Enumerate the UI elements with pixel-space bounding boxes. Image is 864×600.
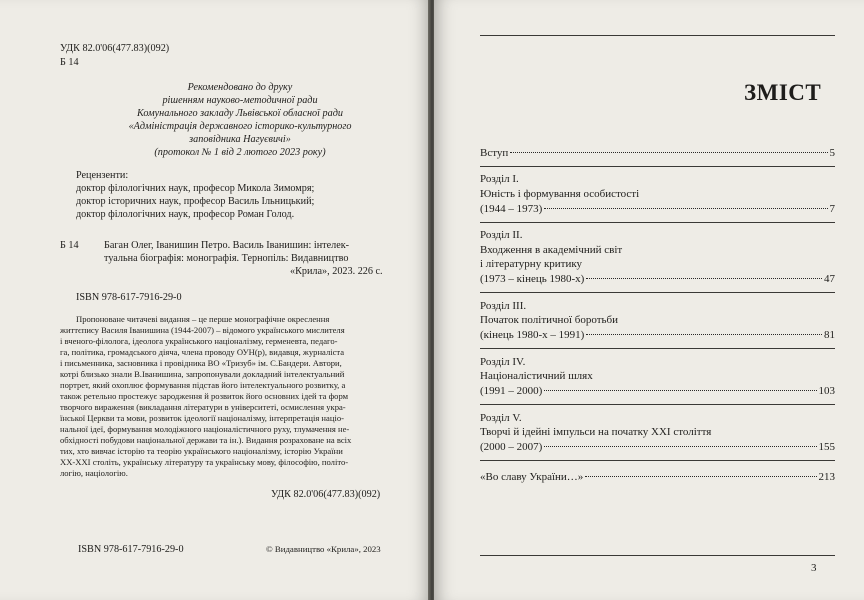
- abstract-line: і письменника, засновника і провідника ВО «Тризуб» ім. С.Бандери. Автори,: [60, 358, 342, 368]
- abstract-line: га, політика, громадського діяча, члена проводу ОУН(р), видавця, журналіста: [60, 347, 345, 357]
- abstract-line: Пропоноване читачеві видання – це перше монографічне окреслення: [76, 314, 330, 324]
- abstract-line: життєпису Василя Іванишина (1944-2007) – відомого українського мислителя: [60, 325, 345, 335]
- reviewers-title: Рецензенти:: [76, 170, 129, 181]
- toc-section-title: Входження в академічний світ: [480, 244, 623, 256]
- recommendation-line: рішенням науково-методичної ради: [162, 95, 318, 106]
- reviewer: доктор філологічних наук, професор Роман Голод.: [76, 209, 295, 220]
- toc-page: 81: [824, 329, 835, 341]
- toc-page: 103: [818, 385, 835, 397]
- right-page: [434, 0, 864, 600]
- recommendation-line: заповідника Нагуєвичі»: [189, 134, 291, 145]
- abstract-line: також ретельно простежує зародження й розвиток його основних ідей та форм: [60, 391, 349, 401]
- toc-section-title: Творчі й ідейні імпульси на початку ХХІ століття: [480, 426, 712, 438]
- abstract-line: нальної ідеї, формування молодіжного націоналістичного руху, тлумачення не-: [60, 424, 350, 434]
- toc-page: 5: [829, 147, 835, 159]
- reviewer: доктор історичних наук, професор Василь Ільницький;: [76, 196, 315, 207]
- abstract-line: портрет, який охоплює формування підстав його інтелектуального розвитку, а: [60, 380, 346, 390]
- isbn-bottom: ISBN 978-617-7916-29-0: [78, 544, 184, 555]
- toc-divider: [480, 292, 835, 293]
- recommendation-line: (протокол № 1 від 2 лютого 2023 року): [154, 147, 326, 158]
- bib-line: «Крила», 2023. 226 с.: [290, 266, 383, 277]
- copyright: © Видавництво «Крила», 2023: [266, 544, 381, 554]
- udk-bottom: УДК 82.0'06(477.83)(092): [271, 489, 381, 500]
- toc-divider: [480, 348, 835, 349]
- toc-title: ЗМІСТ: [744, 80, 822, 105]
- top-rule: [480, 35, 835, 36]
- abstract-line: котрі близько знали В.Іванишина, запропонували докладний інтелектуальний: [60, 369, 345, 379]
- bib-line: туальна біографія: монографія. Тернопіль: Видавництво: [104, 253, 349, 264]
- toc-section-title: Націоналістичний шлях: [480, 370, 593, 382]
- abstract-line: і вченого-філолога, ідеолога українського націоналізму, герменевта, педаго-: [60, 336, 338, 346]
- toc-section-label: Розділ I.: [480, 173, 519, 185]
- toc-page: 47: [824, 273, 835, 285]
- toc-section-label: Розділ V.: [480, 412, 522, 424]
- udk-code: УДК 82.0'06(477.83)(092): [60, 43, 170, 54]
- toc-entry-chapter-3[interactable]: (кінець 1980-х – 1991) 81: [480, 329, 835, 341]
- toc-entry-epilogue[interactable]: «Во славу України…» 213: [480, 471, 835, 483]
- abstract-line: їнської Церкви та мови, розвиток ідеології націоналізму, інтерпретація націо-: [60, 413, 344, 423]
- abstract-line: логію, націологію.: [60, 468, 128, 478]
- toc-section-label: Розділ III.: [480, 300, 527, 312]
- bottom-rule: [480, 555, 835, 556]
- page-number: 3: [811, 562, 817, 574]
- toc-page: 155: [818, 441, 835, 453]
- toc-section-title: Юність і формування особистості: [480, 188, 640, 200]
- reviewer: доктор філологічних наук, професор Микола Зимомря;: [76, 183, 315, 194]
- toc-divider: [480, 222, 835, 223]
- toc-divider: [480, 460, 835, 461]
- bib-line: Баган Олег, Іванишин Петро. Василь Іванишин: інтелек-: [104, 240, 350, 251]
- abstract-line: тих, хто вивчає історію та теорію українського націоналізму, історію України: [60, 446, 343, 456]
- abstract-line: творчого вираження (викладання літератури в університеті, осмислення укра-: [60, 402, 346, 412]
- toc-entry-chapter-1[interactable]: (1944 – 1973) 7: [480, 203, 835, 215]
- toc-section-title: і літературну критику: [480, 258, 583, 270]
- recommendation-line: Рекомендовано до друку: [187, 82, 293, 93]
- toc-section-title: Початок політичної боротьби: [480, 314, 619, 326]
- toc-divider: [480, 404, 835, 405]
- abstract-line: обхідності побудови національної держави та ін.). Видання розраховане на всіх: [60, 435, 352, 445]
- isbn-middle: ISBN 978-617-7916-29-0: [76, 292, 182, 303]
- recommendation-line: Комунального закладу Львівської обласної ради: [137, 108, 343, 119]
- toc-page: 7: [829, 203, 835, 215]
- toc-entry-chapter-4[interactable]: (1991 – 2000) 103: [480, 385, 835, 397]
- toc-entry-chapter-5[interactable]: (2000 – 2007) 155: [480, 441, 835, 453]
- toc-page: 213: [818, 471, 835, 483]
- bbk-code: Б 14: [60, 57, 79, 68]
- toc-section-label: Розділ II.: [480, 229, 523, 241]
- left-page: [0, 0, 430, 600]
- toc-section-label: Розділ IV.: [480, 356, 526, 368]
- toc-divider: [480, 166, 835, 167]
- recommendation-line: «Адміністрація державного історико-культурного: [128, 121, 352, 132]
- toc-entry-chapter-2[interactable]: (1973 – кінець 1980-х) 47: [480, 273, 835, 285]
- toc-entry-intro[interactable]: Вступ 5: [480, 147, 835, 159]
- bib-code: Б 14: [60, 240, 79, 251]
- abstract-line: ХХ-ХХІ століть, українську літературу та українську мову, філософію, політо-: [60, 457, 349, 467]
